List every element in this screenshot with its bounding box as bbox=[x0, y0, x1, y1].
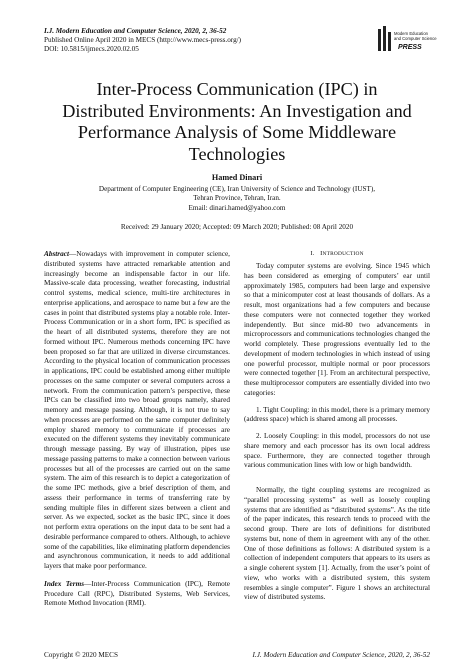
affiliation-line: Department of Computer Engineering (CE), Iran University of Science and Technology (IUST), bbox=[98, 185, 376, 193]
abstract-text: —Nowadays with improvement in computer science, distributed systems have attracted remarkable attention and increasingly become an indispensable factor in our life. Massive-scale data processing, weather forecasting, industrial control systems, medical science, multi-tire architectures in enterprise applications, and aerospace to name but a few are the cases in point that distributed systems play a notable role. Inter-Process Communication or in a short form, IPC is specified as the heart of all distributed systems, therefore they are not formed without IPC. Numerous methods concerning IPC have been proposed so far that are utilized in diverse circumstances. According to the physical location of communication processes in applications, IPC could be established among either multiple processes on the same computer or several computers across a network. From the communication pattern’s perspective, these IPCs can be classified into two broad groups namely, shared memory and message passing. Although, it is not true to say when processes are performed on the same computer definitely employ shared memory to communicate if processes are executed on the different systems they inevitably communicate through message passing. By way of illustration, pipes use message passing patterns to make a connection between various processes but all of the processes are carried out on the same system. The aim of this research is to depict a categorization of the some IPC methods, give a brief description of them, and assess their performance in terms of transferring rate by sending multiple files in different sizes between a client and server. As we expected, socket as the basic IPC, since it does not perform extra operations on the input data to be sent had a desirable performance compared to others. Although, to achieve some of the capabilities, like eliminating platform dependencies and asynchronous communication, it needs to add additional layers that make poor performance. bbox=[44, 250, 230, 570]
section-title-initial: I bbox=[320, 250, 323, 257]
paper-title bbox=[30, 79, 444, 165]
published-line: Published Online April 2020 in MECS (http://www.mecs-press.org/) bbox=[44, 36, 242, 44]
footer-copyright: Copyright © 2020 MECS bbox=[44, 651, 118, 659]
right-column bbox=[244, 262, 430, 603]
list-item-loosely-coupling: 2. Loosely Coupling: in this model, processors do not use share memory and each processor has its own local address space. Furthermore, they are connected together through various communication lines with low or high bandwidth. bbox=[244, 432, 430, 470]
publisher-logo bbox=[376, 26, 438, 64]
doi-line: DOI: 10.5815/ijmecs.2020.02.05 bbox=[44, 45, 139, 53]
affiliation-line: Tehran Province, Tehran, Iran. bbox=[193, 194, 281, 203]
journal-line: I.J. Modern Education and Computer Science, 2020, 2, 36-52 bbox=[44, 27, 227, 35]
abstract bbox=[44, 250, 230, 572]
list-item-tight-coupling: 1. Tight Coupling: in this model, there is a primary memory (address space) which is shared among all processes. bbox=[244, 405, 430, 424]
index-terms bbox=[44, 580, 230, 609]
section-number: I. bbox=[310, 250, 315, 257]
affiliation bbox=[0, 185, 474, 213]
body-paragraph: Today computer systems are evolving. Since 1945 which has been considered as emerging of computers’ ear until approximately 1985, computers had been large and expensive so that a minicomputer cost at least thousands of dollars. As a result, most organizations had a few computers and because these computers were not connected together they worked independently. But since mid-80 two advancements in microprocessors and communications technologies changed the world completely. These progressions eventually led to the development of modern technologies in which instead of using one powerful processor, multiple normal or poor processors were connected together [1]. From an architectural perspective, these multiprocessor computers are essentially divided into two categories: bbox=[244, 262, 430, 397]
author-email: Email: dinari.hamed@yahoo.com bbox=[188, 203, 286, 212]
body-paragraph: Normally, the tight coupling systems are recognized as “parallel processing systems” as well as loosely coupling systems that are identified as “distributed systems”. As the title of the paper indicates, this research tends to proceed with the second group. There are lots of definitions for distributed systems but, none of them in agreement with any of the other. One of those definitions as follows: A distributed system is a collection of independent computers that appears to its users as a single coherent system [1]. Actually, from the user’s point of view, who works with a distributed system, this system resembles a single computer”. Figure 1 shows an architectural view of distributed systems. bbox=[244, 486, 430, 602]
section-title-rest: NTRODUCTION bbox=[322, 251, 364, 257]
author-name: Hamed Dinari bbox=[211, 173, 263, 182]
publication-dates: Received: 29 January 2020; Accepted: 09 March 2020; Published: 08 April 2020 bbox=[120, 223, 354, 231]
publisher-mark-icon bbox=[376, 26, 394, 52]
title-line: Distributed Environments: An Investigation and bbox=[62, 100, 412, 121]
publisher-logo-press: PRESS bbox=[398, 44, 422, 51]
journal-header bbox=[44, 27, 374, 54]
left-column bbox=[44, 250, 230, 609]
title-line: Performance Analysis of Some Middleware bbox=[77, 122, 397, 142]
index-terms-label: Index Terms bbox=[44, 579, 85, 588]
footer-reference: I.J. Modern Education and Computer Science, 2020, 2, 36-52 bbox=[252, 651, 430, 659]
title-line: Inter-Process Communication (IPC) in bbox=[96, 79, 378, 99]
publisher-logo-text: Modern Education and Computer Science bbox=[394, 31, 437, 41]
title-line: Technologies bbox=[188, 143, 286, 164]
section-heading bbox=[244, 250, 430, 257]
index-terms-text: —Inter-Process Communication (IPC), Remote Procedure Call (RPC), Distributed Systems, Web Services, Remote Method Invocation (RMI). bbox=[44, 579, 231, 608]
abstract-label: Abstract bbox=[44, 250, 69, 258]
